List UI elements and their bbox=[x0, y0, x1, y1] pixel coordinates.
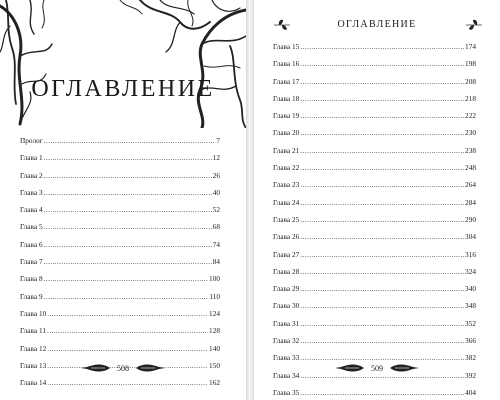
toc-entry-title: Глава 4 bbox=[20, 205, 43, 215]
toc-entry-title: Глава 14 bbox=[20, 378, 47, 388]
toc-entry bbox=[273, 163, 476, 180]
toc-entry-title: Глава 21 bbox=[273, 145, 300, 155]
dot-leader bbox=[44, 188, 212, 197]
toc-entry-title: Глава 22 bbox=[273, 163, 300, 173]
running-header: ОГЛАВЛЕНИЕ bbox=[337, 19, 417, 30]
toc-entry-title: Глава 23 bbox=[273, 180, 300, 190]
toc-entry-page: 348 bbox=[465, 301, 476, 311]
toc-entry bbox=[20, 136, 220, 153]
tree-branches-illustration bbox=[0, 0, 246, 128]
toc-entry-title: Глава 24 bbox=[273, 197, 300, 207]
toc-entry-page: 352 bbox=[465, 318, 476, 328]
toc-entry-page: 324 bbox=[465, 266, 476, 276]
dot-leader bbox=[47, 309, 208, 318]
toc-entry-title: Глава 2 bbox=[20, 170, 43, 180]
dot-leader bbox=[300, 198, 464, 207]
toc-entry-title: Глава 1 bbox=[20, 153, 43, 163]
toc-entry bbox=[273, 146, 476, 163]
toc-entry-page: 304 bbox=[465, 232, 476, 242]
toc-entry bbox=[20, 378, 220, 395]
dot-leader bbox=[44, 292, 209, 301]
toc-entry-page: 248 bbox=[465, 163, 476, 173]
toc-entry-page: 198 bbox=[465, 59, 476, 69]
toc-entry bbox=[273, 284, 476, 301]
toc-entry bbox=[20, 257, 220, 274]
toc-entry-title: Глава 13 bbox=[20, 360, 47, 370]
dot-leader bbox=[300, 301, 464, 310]
dot-leader bbox=[300, 111, 464, 120]
right-page bbox=[254, 0, 500, 400]
book-gutter bbox=[246, 0, 254, 400]
toc-entry-title: Глава 3 bbox=[20, 187, 43, 197]
dot-leader bbox=[47, 378, 208, 387]
toc-entry-title: Глава 20 bbox=[273, 128, 300, 138]
moth-wings-icon bbox=[335, 363, 365, 373]
moth-wings-icon bbox=[389, 363, 419, 373]
toc-entry bbox=[20, 344, 220, 361]
toc-entry-page: 208 bbox=[465, 76, 476, 86]
toc-entry bbox=[273, 59, 476, 76]
toc-entry-page: 84 bbox=[212, 257, 220, 267]
dot-leader bbox=[300, 319, 464, 328]
toc-entry bbox=[273, 371, 476, 388]
toc-entry-page: 238 bbox=[465, 145, 476, 155]
dot-leader bbox=[44, 222, 212, 231]
toc-entry bbox=[273, 77, 476, 94]
toc-entry bbox=[20, 188, 220, 205]
toc-entry-page: 392 bbox=[465, 370, 476, 380]
toc-entry-page: 68 bbox=[212, 222, 220, 232]
toc-entry-title: Пролог bbox=[20, 136, 43, 145]
toc-entry-title: Глава 25 bbox=[273, 214, 300, 224]
toc-entry-page: 316 bbox=[465, 249, 476, 259]
toc-entry-title: Глава 6 bbox=[20, 239, 43, 249]
toc-entry-title: Глава 35 bbox=[273, 387, 300, 397]
toc-entry-title: Глава 26 bbox=[273, 232, 300, 242]
toc-entry-page: 40 bbox=[212, 187, 220, 197]
toc-entry-page: 124 bbox=[209, 308, 220, 318]
toc-entry-title: Глава 27 bbox=[273, 249, 300, 259]
page-number: 509 bbox=[371, 363, 383, 373]
toc-entry-title: Глава 11 bbox=[20, 326, 46, 336]
toc-entry-page: 340 bbox=[465, 284, 476, 294]
toc-entry-page: 12 bbox=[212, 153, 220, 163]
toc-entry-title: Глава 16 bbox=[273, 59, 300, 69]
toc-entry-page: 150 bbox=[209, 360, 220, 370]
dot-leader bbox=[300, 284, 464, 293]
toc-list-right bbox=[273, 42, 476, 400]
toc-list-left bbox=[20, 136, 220, 395]
toc-entry bbox=[273, 232, 476, 249]
toc-entry bbox=[20, 222, 220, 239]
toc-entry bbox=[20, 171, 220, 188]
toc-entry-page: 230 bbox=[465, 128, 476, 138]
toc-entry bbox=[273, 301, 476, 318]
toc-entry bbox=[273, 111, 476, 128]
toc-entry bbox=[20, 292, 220, 309]
page-number: 508 bbox=[117, 363, 129, 373]
toc-entry-page: 366 bbox=[465, 336, 476, 346]
toc-entry-page: 140 bbox=[209, 343, 220, 353]
dot-leader bbox=[44, 136, 216, 145]
dot-leader bbox=[300, 163, 464, 172]
toc-entry-page: 128 bbox=[209, 326, 220, 336]
toc-entry-page: 174 bbox=[465, 42, 476, 51]
page-folio bbox=[254, 363, 500, 373]
dot-leader bbox=[300, 388, 464, 397]
moth-wings-icon bbox=[81, 363, 111, 373]
toc-entry-title: Глава 29 bbox=[273, 284, 300, 294]
toc-entry bbox=[273, 250, 476, 267]
dot-leader bbox=[300, 77, 464, 86]
dot-leader bbox=[300, 59, 464, 68]
toc-entry bbox=[20, 240, 220, 257]
dot-leader bbox=[300, 215, 464, 224]
toc-entry-page: 222 bbox=[465, 111, 476, 121]
toc-entry-page: 74 bbox=[212, 239, 220, 249]
dot-leader bbox=[44, 257, 212, 266]
toc-entry bbox=[273, 336, 476, 353]
toc-entry-title: Глава 9 bbox=[20, 291, 43, 301]
toc-entry-page: 218 bbox=[465, 93, 476, 103]
left-page bbox=[0, 0, 246, 400]
dot-leader bbox=[300, 250, 464, 259]
dot-leader bbox=[300, 267, 464, 276]
toc-entry bbox=[273, 42, 476, 59]
dot-leader bbox=[300, 180, 464, 189]
page-title: ОГЛАВЛЕНИЕ bbox=[31, 76, 215, 102]
toc-entry bbox=[273, 215, 476, 232]
toc-entry-title: Глава 34 bbox=[273, 370, 300, 380]
toc-entry-page: 382 bbox=[465, 353, 476, 363]
toc-entry bbox=[273, 388, 476, 400]
dot-leader bbox=[300, 353, 464, 362]
toc-entry-page: 52 bbox=[212, 205, 220, 215]
toc-entry-page: 100 bbox=[209, 274, 220, 284]
dot-leader bbox=[44, 153, 212, 162]
toc-entry-title: Глава 19 bbox=[273, 111, 300, 121]
toc-entry bbox=[273, 319, 476, 336]
toc-entry-title: Глава 7 bbox=[20, 257, 43, 267]
toc-entry bbox=[273, 267, 476, 284]
dot-leader bbox=[300, 94, 464, 103]
toc-entry-page: 162 bbox=[209, 378, 220, 388]
toc-entry bbox=[273, 180, 476, 197]
toc-entry bbox=[20, 309, 220, 326]
toc-entry-title: Глава 17 bbox=[273, 76, 300, 86]
dot-leader bbox=[44, 171, 212, 180]
dot-leader bbox=[44, 240, 212, 249]
toc-entry-page: 264 bbox=[465, 180, 476, 190]
toc-entry bbox=[20, 205, 220, 222]
toc-entry-page: 7 bbox=[216, 136, 220, 145]
toc-entry bbox=[20, 274, 220, 291]
page-folio bbox=[0, 360, 246, 373]
toc-entry-title: Глава 31 bbox=[273, 318, 300, 328]
toc-entry-title: Глава 28 bbox=[273, 266, 300, 276]
toc-entry-title: Глава 32 bbox=[273, 336, 300, 346]
toc-entry-page: 284 bbox=[465, 197, 476, 207]
toc-entry-title: Глава 30 bbox=[273, 301, 300, 311]
toc-entry bbox=[273, 94, 476, 111]
dot-leader bbox=[300, 336, 464, 345]
toc-entry-title: Глава 12 bbox=[20, 343, 47, 353]
toc-entry-page: 404 bbox=[465, 387, 476, 397]
dot-leader bbox=[44, 205, 212, 214]
toc-entry-title: Глава 8 bbox=[20, 274, 43, 284]
toc-entry-title: Глава 5 bbox=[20, 222, 43, 232]
toc-entry bbox=[273, 198, 476, 215]
dot-leader bbox=[47, 344, 208, 353]
leaf-sprig-icon bbox=[465, 19, 483, 31]
toc-entry-title: Глава 15 bbox=[273, 42, 300, 51]
moth-wings-icon bbox=[135, 363, 165, 373]
toc-entry-title: Глава 10 bbox=[20, 308, 47, 318]
toc-entry-page: 110 bbox=[209, 291, 220, 301]
toc-entry bbox=[273, 128, 476, 145]
toc-entry-page: 290 bbox=[465, 214, 476, 224]
dot-leader bbox=[300, 146, 464, 155]
dot-leader bbox=[300, 232, 464, 241]
dot-leader bbox=[44, 274, 208, 283]
toc-entry bbox=[20, 326, 220, 343]
dot-leader bbox=[300, 42, 464, 51]
dot-leader bbox=[47, 326, 208, 335]
toc-entry-page: 26 bbox=[212, 170, 220, 180]
toc-entry-title: Глава 33 bbox=[273, 353, 300, 363]
toc-entry bbox=[20, 153, 220, 170]
toc-entry-title: Глава 18 bbox=[273, 93, 300, 103]
dot-leader bbox=[300, 128, 464, 137]
